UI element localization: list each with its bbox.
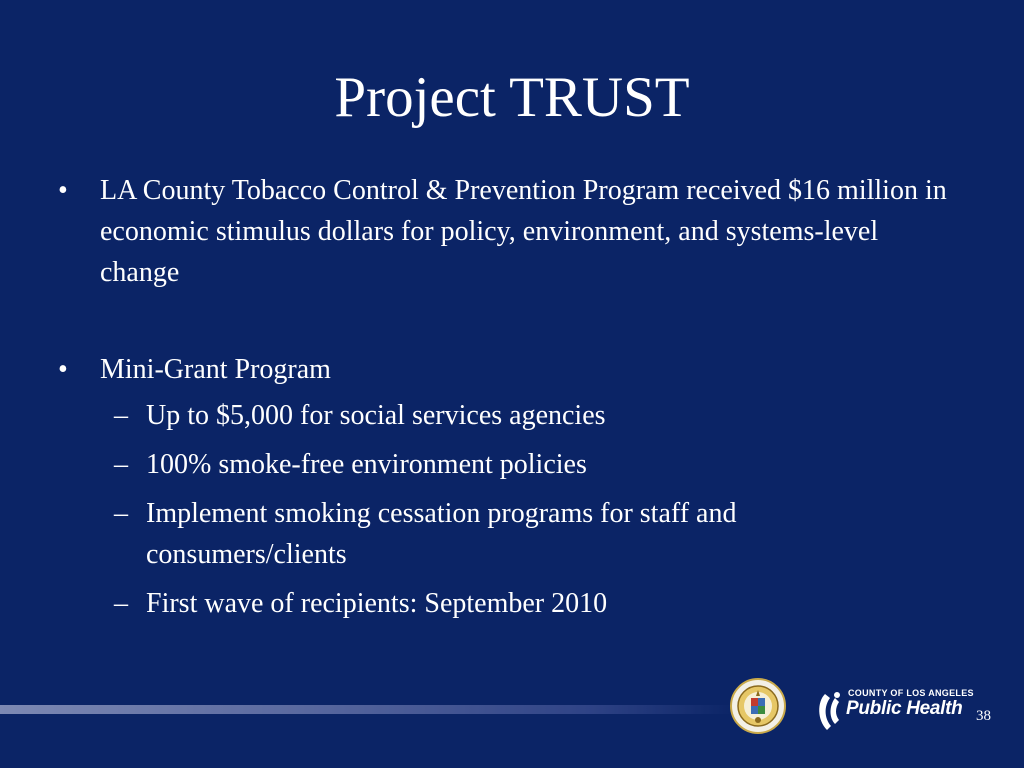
sub-bullet-text: 100% smoke-free environment policies bbox=[146, 449, 587, 480]
logo-public-health-text: Public Health bbox=[846, 698, 963, 719]
sub-bullet-item bbox=[58, 395, 958, 436]
sub-bullet-item bbox=[58, 493, 958, 575]
public-health-logo bbox=[815, 688, 974, 734]
sub-bullet-text: First wave of recipients: September 2010 bbox=[146, 588, 608, 619]
sub-bullet-item bbox=[58, 583, 958, 624]
bullet-mark: • bbox=[58, 175, 68, 206]
footer-stripe bbox=[0, 705, 735, 714]
dash-mark: – bbox=[114, 588, 128, 619]
bullet-mark: • bbox=[58, 354, 68, 385]
logo-county-text: COUNTY OF LOS ANGELES bbox=[848, 688, 974, 698]
bullet-item bbox=[58, 349, 958, 390]
bullet-item bbox=[58, 170, 958, 293]
dash-mark: – bbox=[114, 449, 128, 480]
sub-bullet-text: Up to $5,000 for social services agencies bbox=[146, 400, 606, 431]
sub-bullet-text: Implement smoking cessation programs for staff and consumers/clients bbox=[146, 498, 737, 570]
dash-mark: – bbox=[114, 400, 128, 431]
dash-mark: – bbox=[114, 498, 128, 529]
sub-bullet-list bbox=[58, 395, 958, 624]
slide-title: Project TRUST bbox=[334, 66, 690, 129]
bullet-text: Mini-Grant Program bbox=[100, 354, 331, 385]
public-health-logo-icon bbox=[815, 690, 845, 734]
sub-bullet-item bbox=[58, 444, 958, 485]
page-number: 38 bbox=[976, 708, 991, 724]
bullet-text: LA County Tobacco Control & Prevention Program received $16 million in economic stimulus dollars for policy, environment, and systems-level change bbox=[100, 175, 947, 288]
county-seal-icon bbox=[730, 678, 786, 734]
slide-body bbox=[58, 170, 958, 624]
